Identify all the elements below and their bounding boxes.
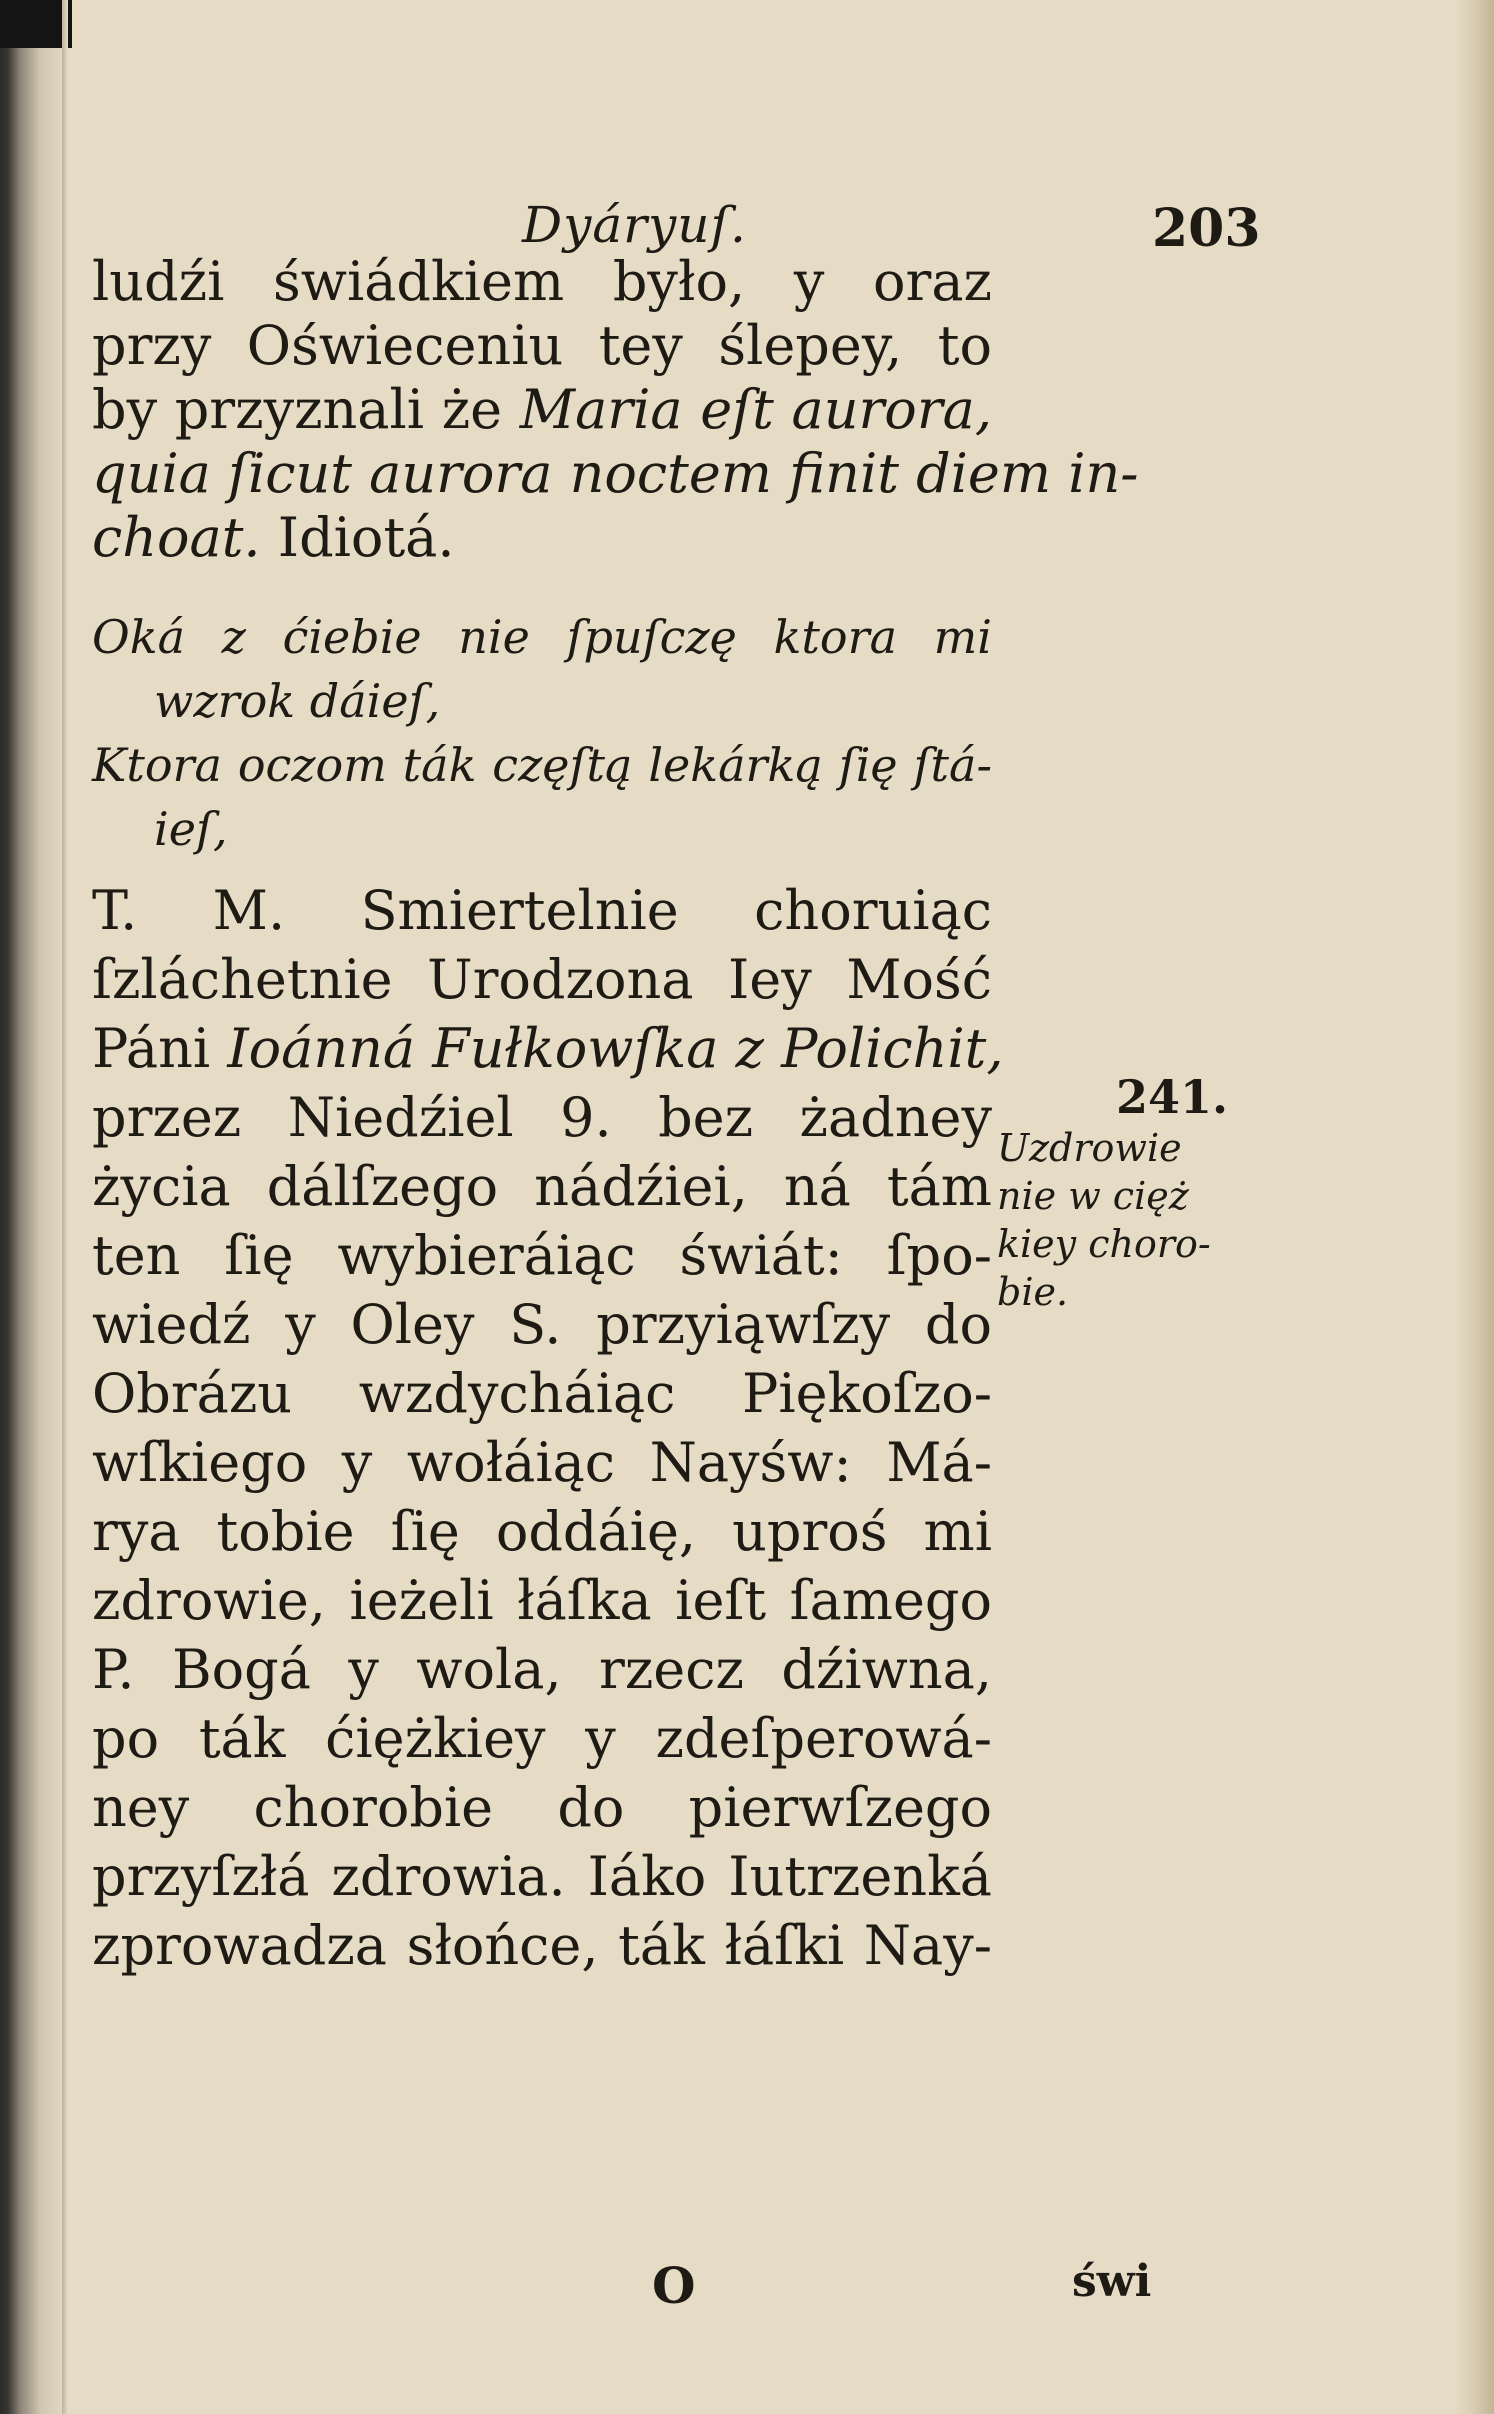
- verse-line: ieſ,: [154, 802, 228, 856]
- marginal-note-text: [997, 1124, 1327, 1316]
- verse-block: [92, 606, 992, 862]
- text-line: zprowadza słońce, ták łáſki Nay-: [92, 1914, 992, 1977]
- text-line: P. Bogá y wola, rzecz dźiwna,: [92, 1638, 992, 1701]
- page-right-edge: [1454, 0, 1494, 2414]
- verse-line: Ktora oczom ták częſtą lekárką ſię ſtá-: [92, 738, 992, 792]
- book-binding-edge: [0, 0, 62, 2414]
- text-line: ſzláchetnie Urodzona Iey Mość: [92, 948, 992, 1011]
- marginal-line: nie w cięż: [997, 1174, 1189, 1218]
- text-line: ney chorobie do pierwſzego: [92, 1776, 992, 1839]
- text-line: quia ſicut aurora noctem finit diem in-: [92, 442, 1139, 505]
- signature-mark: O: [652, 2256, 696, 2315]
- text-line: rya tobie ſię oddáię, uproś mi: [92, 1500, 992, 1563]
- page-content: [92, 190, 1392, 2390]
- text-line: wſkiego y wołáiąc Nayśw: Má-: [92, 1431, 992, 1494]
- text-line: przez Niedźiel 9. bez żadney: [92, 1086, 992, 1149]
- intro-block: [92, 250, 1139, 570]
- text-line: by przyznali że Maria eſt aurora,: [92, 378, 992, 441]
- text-line: przyſzłá zdrowia. Iáko Iutrzenká: [92, 1845, 992, 1908]
- text-line: ludźi świádkiem było, y oraz: [92, 250, 992, 313]
- text-line: T. M. Smiertelnie choruiąc: [92, 879, 992, 942]
- gutter: [62, 0, 68, 2414]
- text-line: zdrowie, ieżeli łáſka ieſt ſamego: [92, 1569, 992, 1632]
- marginal-note: [997, 1070, 1327, 1316]
- page-number: 203: [1152, 198, 1261, 259]
- verse-line: Oká z ćiebie nie ſpuſczę ktora mi: [92, 610, 992, 664]
- text-line: Obrázu wzdycháiąc Piękoſzo-: [92, 1362, 992, 1425]
- text-line: przy Oświeceniu tey ślepey, to: [92, 314, 992, 377]
- text-line: życia dálſzego nádźiei, ná tám: [92, 1155, 992, 1218]
- marginal-line: bie.: [997, 1270, 1069, 1314]
- narrative-paragraph: [92, 876, 1004, 1980]
- text-line: Páni Ioánná Fułkowſka z Polichit,: [92, 1017, 1004, 1080]
- running-head: Dyáryuſ.: [522, 196, 747, 254]
- verse-line: wzrok dáieſ,: [154, 674, 441, 728]
- marginal-line: kiey choro-: [997, 1222, 1211, 1266]
- text-line: po ták ćiężkiey y zdeſperowá-: [92, 1707, 992, 1770]
- text-line: wiedź y Oley S. przyiąwſzy do: [92, 1293, 992, 1356]
- text-line: ten ſię wybieráiąc świát: ſpo-: [92, 1224, 992, 1287]
- marginal-note-number: 241.: [1115, 1070, 1229, 1124]
- marginal-line: Uzdrowie: [997, 1126, 1182, 1170]
- text-line: choat. Idiotá.: [92, 506, 455, 569]
- catchword: świ: [1072, 2256, 1152, 2307]
